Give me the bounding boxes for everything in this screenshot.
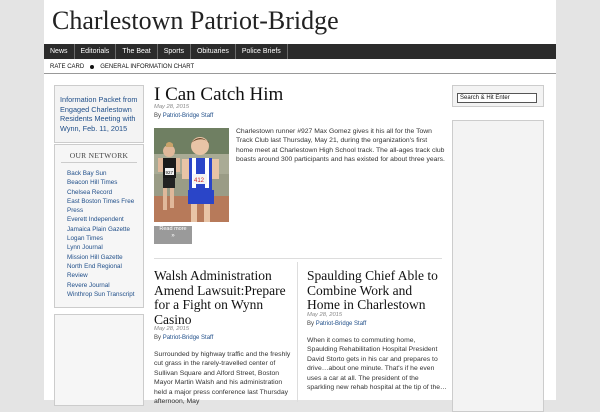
nav-police-briefs[interactable]: Police Briefs: [236, 44, 288, 59]
featured-post-date: May 28, 2015: [154, 104, 190, 110]
post-body: Surrounded by highway traffic and the freshly cut grass in the rarely-travelled center of Sullivan Square and Alford Street, Boston Mayor Martin Walsh and his administration held a major press conference last Thursday afternoon, May: [154, 351, 291, 406]
network-link[interactable]: North End Regional Review: [67, 262, 122, 280]
main-nav: [44, 44, 556, 59]
post-date: May 28, 2015: [154, 326, 190, 332]
network-link[interactable]: Winthrop Sun Transcript: [67, 290, 135, 298]
nav-the-beat[interactable]: The Beat: [116, 44, 157, 59]
subnav-general-info-chart[interactable]: GENERAL INFORMATION CHART: [100, 63, 195, 70]
post-author-link[interactable]: Patriot-Bridge Staff: [162, 335, 214, 341]
post-title-spaulding[interactable]: Spaulding Chief Able to Combine Work and Home in Charlestown: [307, 268, 438, 312]
network-list: [67, 169, 140, 299]
post-body: When it comes to commuting home, Spaulding Rehabilitation Hospital President David Storto gets in his car and prepares to drive…about one minute. That's if he even uses a car at all. The president of the sparkling new rehab hospital at the tip of the…: [307, 337, 447, 392]
post-date: May 28, 2015: [307, 312, 343, 318]
sidebar-feature-box: [54, 85, 144, 143]
network-link[interactable]: Logan Times: [67, 235, 104, 243]
page: [44, 0, 556, 406]
sidebar-feature-link[interactable]: Information Packet from Engaged Charlestown Residents Meeting with Wynn, Feb. 11, 2015: [60, 95, 138, 133]
post-byline: [307, 321, 366, 327]
network-widget: [54, 144, 144, 308]
nav-sports[interactable]: Sports: [158, 44, 191, 59]
byline-prefix: By: [307, 321, 315, 327]
read-more-chevron-icon: »: [171, 233, 175, 239]
post-byline: [154, 335, 213, 341]
content-divider: [154, 258, 442, 259]
subnav-rate-card[interactable]: RATE CARD: [50, 63, 85, 70]
network-link[interactable]: Lynn Journal: [67, 244, 103, 252]
featured-post-author-link[interactable]: Patriot-Bridge Staff: [162, 113, 214, 119]
network-title: OUR NETWORK: [69, 151, 129, 160]
nav-obituaries[interactable]: Obituaries: [191, 44, 236, 59]
network-link[interactable]: Jamaica Plain Gazette: [67, 225, 130, 233]
network-link[interactable]: Chelsea Record: [67, 188, 113, 196]
sidebar-right-widget: [452, 120, 544, 412]
read-more-label: Read more: [159, 226, 187, 232]
network-link[interactable]: Back Bay Sun: [67, 170, 107, 177]
network-link[interactable]: Revere Journal: [67, 281, 110, 289]
post-title-walsh[interactable]: Walsh Administration Amend Lawsuit:Prepare for a Fight on Wynn Casino: [154, 268, 286, 327]
runner-bib-left: 927: [165, 170, 174, 175]
column-divider: [297, 262, 298, 402]
post-author-link[interactable]: Patriot-Bridge Staff: [315, 321, 367, 327]
search-input[interactable]: [457, 93, 537, 103]
search-widget: [452, 85, 544, 107]
runners-photo-image: [154, 128, 229, 222]
featured-post-title[interactable]: I Can Catch Him: [154, 84, 284, 105]
featured-post-body: Charlestown runner #927 Max Gomez gives it his all for the Town Track Club last Thursday, May 21, during the organization's first home meet at Charlestown High School track. The all-ages track club boasts around 300 participants and has existed for about three years.: [236, 128, 445, 164]
nav-editorials[interactable]: Editorials: [75, 44, 117, 59]
network-link[interactable]: Beacon Hill Times: [67, 179, 118, 187]
network-link[interactable]: East Boston Times Free Press: [67, 197, 135, 215]
network-link[interactable]: Everett Independent: [67, 216, 124, 224]
sidebar-empty-widget: [54, 314, 144, 406]
byline-prefix: By: [154, 113, 162, 119]
site-title[interactable]: Charlestown Patriot-Bridge: [52, 6, 339, 35]
network-divider: [61, 162, 137, 163]
runner-bib-main: 412: [194, 178, 205, 184]
nav-news[interactable]: News: [44, 44, 75, 59]
network-link[interactable]: Mission Hill Gazette: [67, 253, 123, 261]
featured-photo[interactable]: [154, 128, 229, 222]
featured-post-byline: [154, 113, 213, 119]
read-more-button[interactable]: [154, 226, 192, 244]
secondary-nav: [44, 60, 556, 74]
byline-prefix: By: [154, 335, 162, 341]
